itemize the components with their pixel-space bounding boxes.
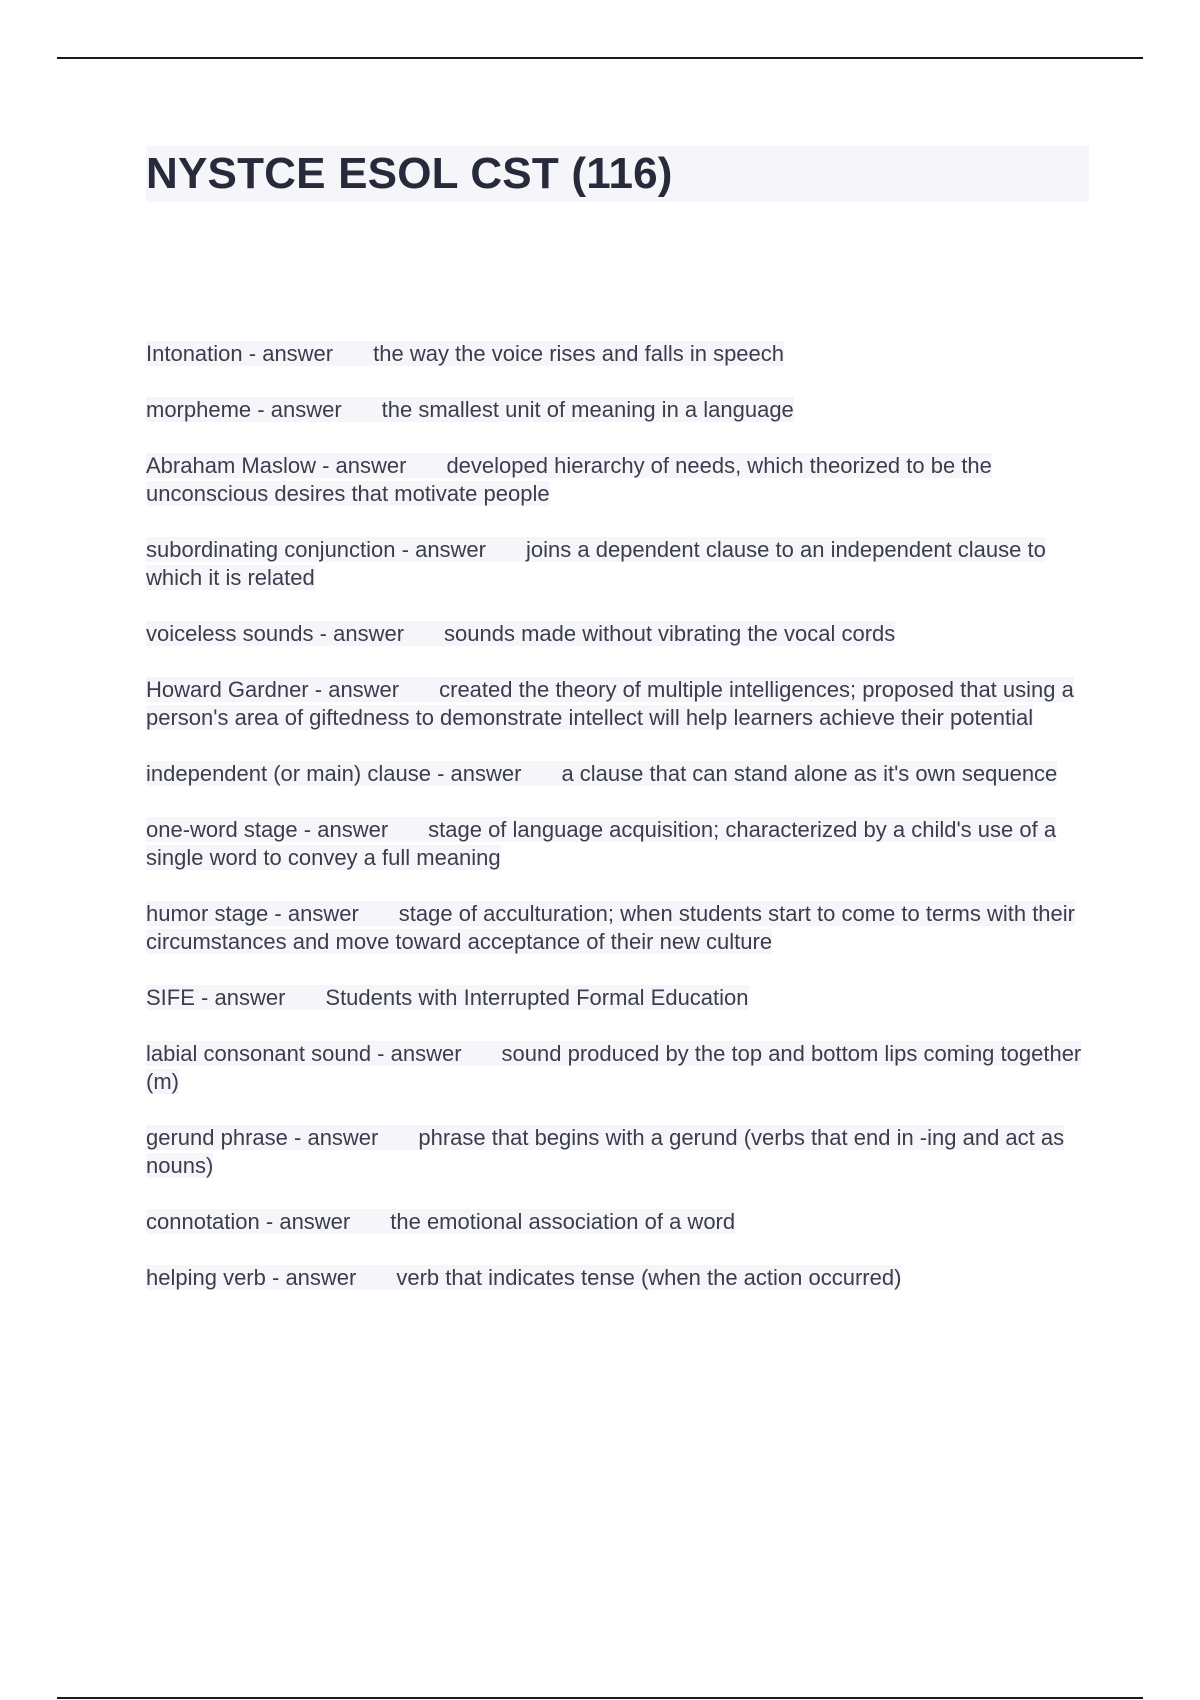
- definition: developed hierarchy of needs, which theorized to be the unconscious desires that motivate people: [146, 453, 992, 506]
- term: gerund phrase: [146, 1125, 288, 1150]
- page-title: NYSTCE ESOL CST (116): [146, 149, 673, 198]
- definition: sound produced by the top and bottom lips coming together (m): [146, 1041, 1082, 1094]
- definition: the emotional association of a word: [390, 1209, 736, 1234]
- list-item: morpheme - answer the smallest unit of meaning in a language: [146, 397, 794, 422]
- list-item: subordinating conjunction - answer joins a dependent clause to an independent clause to which it is related: [146, 537, 1046, 590]
- top-rule: [57, 57, 1143, 59]
- term: labial consonant sound: [146, 1041, 372, 1066]
- list-item: Abraham Maslow - answer developed hierarchy of needs, which theorized to be the unconscious desires that motivate people: [146, 453, 992, 506]
- answer-label: answer: [328, 677, 400, 702]
- definition: Students with Interrupted Formal Education: [325, 985, 749, 1010]
- definition: verb that indicates tense (when the action occurred): [396, 1265, 902, 1290]
- list-item: helping verb - answer verb that indicates tense (when the action occurred): [146, 1265, 902, 1290]
- list-item: Intonation - answer the way the voice rises and falls in speech: [146, 341, 785, 366]
- term: helping verb: [146, 1265, 266, 1290]
- term: connotation: [146, 1209, 260, 1234]
- answer-label: answer: [390, 1041, 462, 1066]
- answer-label: answer: [279, 1209, 351, 1234]
- definition: joins a dependent clause to an independent clause to which it is related: [146, 537, 1046, 590]
- answer-label: answer: [285, 1265, 357, 1290]
- list-item: Howard Gardner - answer created the theory of multiple intelligences; proposed that using a person's area of giftedness to demonstrate intellect will help learners achieve their potential: [146, 677, 1074, 730]
- list-item: humor stage - answer stage of acculturation; when students start to come to terms with their circumstances and move toward acceptance of their new culture: [146, 901, 1075, 954]
- definition: created the theory of multiple intelligences; proposed that using a person's area of giftedness to demonstrate intellect will help learners achieve their potential: [146, 677, 1074, 730]
- definition: sounds made without vibrating the vocal cords: [444, 621, 896, 646]
- term: one-word stage: [146, 817, 298, 842]
- definition: phrase that begins with a gerund (verbs that end in -ing and act as nouns): [146, 1125, 1065, 1178]
- term: humor stage: [146, 901, 269, 926]
- list-item: connotation - answer the emotional association of a word: [146, 1209, 736, 1234]
- answer-label: answer: [335, 453, 407, 478]
- answer-label: answer: [287, 901, 359, 926]
- list-item: SIFE - answer Students with Interrupted Formal Education: [146, 985, 749, 1010]
- answer-label: answer: [450, 761, 522, 786]
- definition: the smallest unit of meaning in a language: [381, 397, 794, 422]
- definition: stage of language acquisition; characterized by a child's use of a single word to convey a full meaning: [146, 817, 1057, 870]
- list-item: independent (or main) clause - answer a clause that can stand alone as it's own sequence: [146, 761, 1058, 786]
- list-item: gerund phrase - answer phrase that begins with a gerund (verbs that end in -ing and act as nouns): [146, 1125, 1065, 1178]
- term: subordinating conjunction: [146, 537, 396, 562]
- term: SIFE: [146, 985, 195, 1010]
- answer-label: answer: [317, 817, 389, 842]
- term: Abraham Maslow: [146, 453, 316, 478]
- term: Intonation: [146, 341, 243, 366]
- answer-label: answer: [262, 341, 334, 366]
- bottom-rule: [57, 1697, 1143, 1699]
- list-item: labial consonant sound - answer sound produced by the top and bottom lips coming together (m): [146, 1041, 1082, 1094]
- answer-label: answer: [214, 985, 286, 1010]
- term: voiceless sounds: [146, 621, 314, 646]
- term: Howard Gardner: [146, 677, 309, 702]
- list-item: one-word stage - answer stage of language acquisition; characterized by a child's use of a single word to convey a full meaning: [146, 817, 1057, 870]
- list-item: voiceless sounds - answer sounds made without vibrating the vocal cords: [146, 621, 896, 646]
- answer-label: answer: [307, 1125, 379, 1150]
- answer-label: answer: [270, 397, 342, 422]
- term: independent (or main) clause: [146, 761, 431, 786]
- term: morpheme: [146, 397, 252, 422]
- flashcard-list: [146, 340, 1091, 1320]
- definition: stage of acculturation; when students start to come to terms with their circumstances and move toward acceptance of their new culture: [146, 901, 1075, 954]
- definition: the way the voice rises and falls in speech: [373, 341, 785, 366]
- definition: a clause that can stand alone as it's own sequence: [561, 761, 1058, 786]
- answer-label: answer: [415, 537, 486, 562]
- answer-label: answer: [333, 621, 405, 646]
